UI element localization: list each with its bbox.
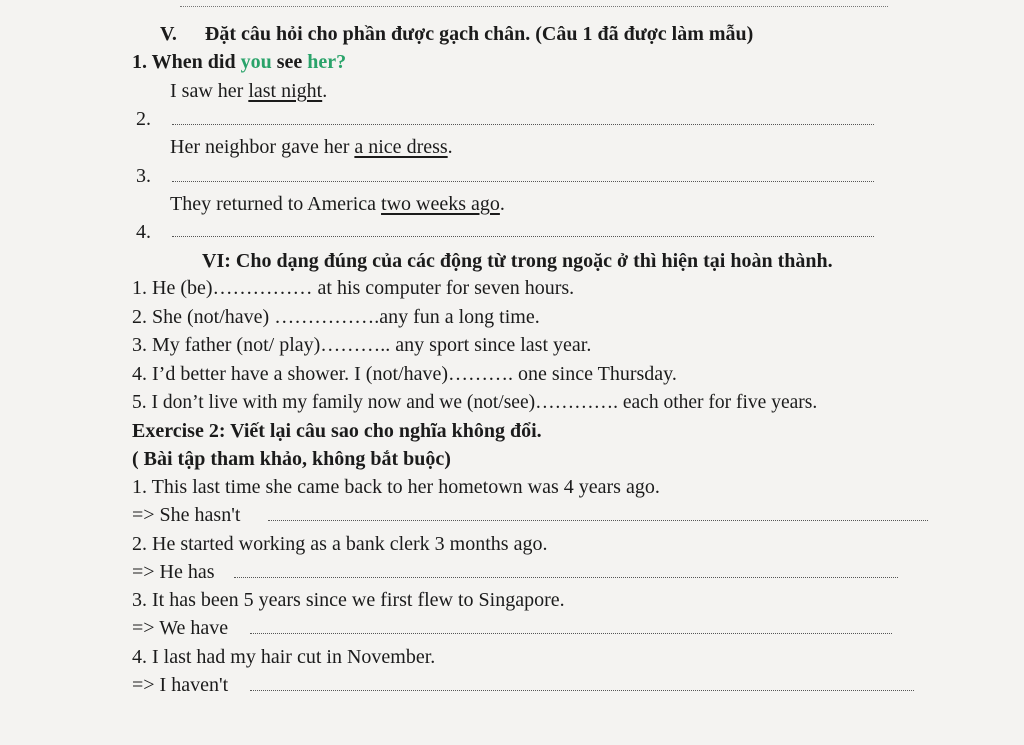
section-vi-item: 5. I don’t live with my family now and we (not/see)…………. each other for five years.: [132, 392, 818, 413]
highlight-her: her?: [307, 51, 347, 73]
exercise-2-heading: Exercise 2: Viết lại câu sao cho nghĩa không đổi.: [132, 420, 542, 442]
section-v-question-1: 1. When did you see her?: [132, 51, 347, 73]
fill-blank[interactable]: ……….: [448, 363, 513, 385]
exercise-2-sentence: 2. He started working as a bank clerk 3 months ago.: [132, 533, 548, 555]
rewrite-blank-2[interactable]: [234, 577, 898, 578]
fill-blank[interactable]: ……………: [212, 277, 313, 299]
answer-blank-3[interactable]: [172, 181, 874, 182]
section-v-title: Đặt câu hỏi cho phần được gạch chân. (Câu 1 đã được làm mẫu): [204, 23, 754, 45]
exercise-2-subtitle: ( Bài tập tham khảo, không bắt buộc): [132, 448, 451, 470]
section-vi-heading: VI: Cho dạng đúng của các động từ trong ngoặc ở thì hiện tại hoàn thành.: [202, 250, 833, 272]
top-dotted-rule: [180, 6, 888, 7]
underlined-phrase: last night: [248, 80, 323, 102]
section-v-sentence-2: Her neighbor gave her a nice dress.: [170, 136, 453, 158]
exercise-2-prompt: => She hasn't: [132, 504, 241, 526]
section-vi-item: 4. I’d better have a shower. I (not/have)………. one since Thursday.: [132, 363, 677, 385]
rewrite-blank-4[interactable]: [250, 690, 914, 691]
section-vi-item: 2. She (not/have) …………….any fun a long time.: [132, 306, 540, 328]
section-v-answer-1: I saw her last night.: [170, 80, 328, 102]
exercise-2-prompt: => He has: [132, 561, 215, 583]
section-v-number: V.: [160, 23, 177, 45]
exercise-2-sentence: 1. This last time she came back to her hometown was 4 years ago.: [132, 476, 660, 498]
section-v-sentence-3: They returned to America two weeks ago.: [170, 193, 505, 215]
exercise-2-sentence: 3. It has been 5 years since we first flew to Singapore.: [132, 589, 565, 611]
exercise-2-prompt: => I haven't: [132, 674, 229, 696]
section-vi-item: 1. He (be)…………… at his computer for seven hours.: [132, 277, 575, 299]
section-v-number-3: 3.: [136, 165, 151, 187]
highlight-you: you: [240, 51, 272, 73]
fill-blank[interactable]: ………….: [535, 392, 618, 413]
section-v-number-2: 2.: [136, 108, 151, 130]
section-vi-item: 3. My father (not/ play)……….. any sport since last year.: [132, 334, 592, 356]
answer-blank-4[interactable]: [172, 236, 874, 237]
section-v-heading: [160, 22, 753, 46]
exercise-2-sentence: 4. I last had my hair cut in November.: [132, 646, 436, 668]
rewrite-blank-1[interactable]: [268, 520, 928, 521]
exercise-2-prompt: => We have: [132, 617, 229, 639]
fill-blank[interactable]: …………….: [274, 306, 380, 328]
answer-blank-2[interactable]: [172, 124, 874, 125]
section-v-number-4: 4.: [136, 221, 151, 243]
underlined-phrase: two weeks ago: [381, 193, 500, 215]
fill-blank[interactable]: ………..: [320, 334, 391, 356]
underlined-phrase: a nice dress: [354, 136, 448, 158]
rewrite-blank-3[interactable]: [250, 633, 892, 634]
